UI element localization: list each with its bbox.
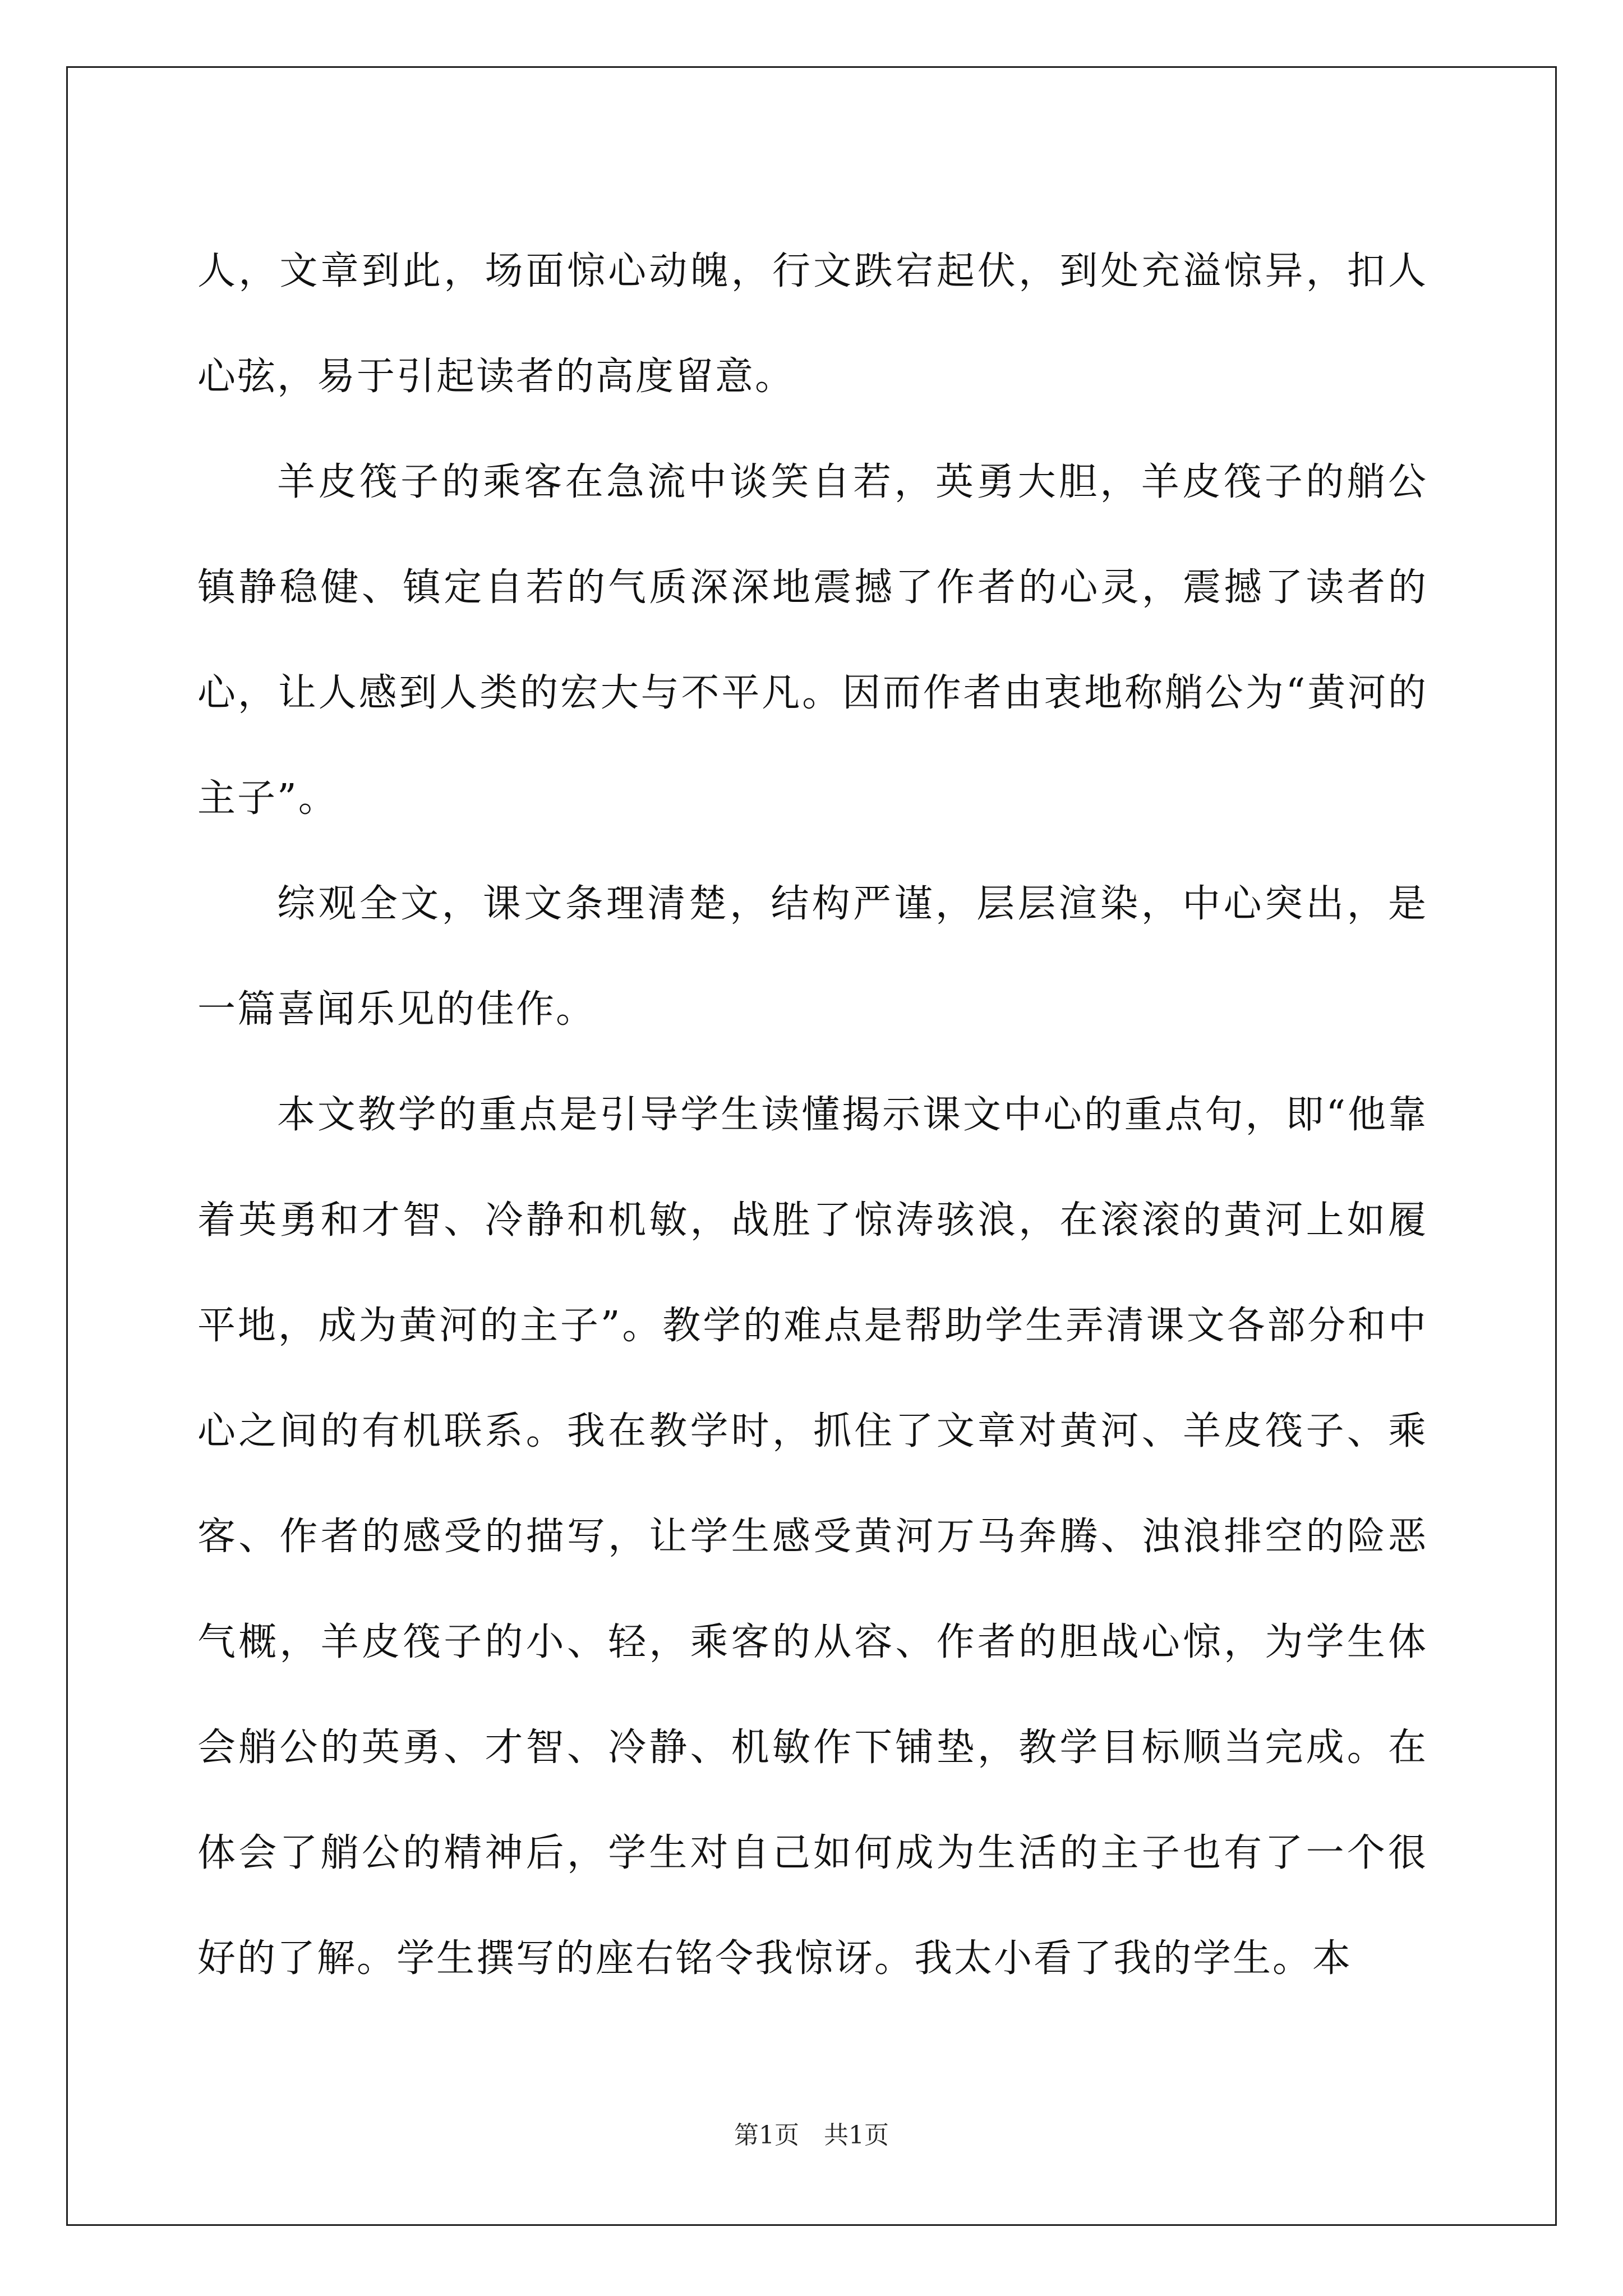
- paragraph-2: 羊皮筏子的乘客在急流中谈笑自若，英勇大胆，羊皮筏子的艄公镇静稳健、镇定自若的气质深深地震撼了作者的心灵，震撼了读者的心，让人感到人类的宏大与不平凡。因而作者由衷地称艄公为“黄河的主子”。: [197, 460, 1428, 821]
- paragraph-3: 综观全文，课文条理清楚，结构严谨，层层渲染，中心突出，是一篇喜闻乐见的佳作。: [197, 882, 1428, 1032]
- page-footer: 第1页 共1页: [734, 2121, 889, 2150]
- paragraph-4: 本文教学的重点是引导学生读懂揭示课文中心的重点句，即“他靠着英勇和才智、冷静和机敏，战胜了惊涛骇浪，在滚滚的黄河上如履平地，成为黄河的主子”。教学的难点是帮助学生弄清课文各部分和中心之间的有机联系。我在教学时，抓住了文章对黄河、羊皮筏子、乘客、作者的感受的描写，让学生感受黄河万马奔腾、浊浪排空的险恶气概，羊皮筏子的小、轻，乘客的从容、作者的胆战心惊，为学生体会艄公的英勇、才智、冷静、机敏作下铺垫，教学目标顺当完成。在体会了艄公的精神后，学生对自己如何成为生活的主子也有了一个很好的了解。学生撰写的座右铭令我惊讶。我太小看了我的学生。本: [197, 1093, 1428, 1981]
- document-body: [197, 219, 1428, 2012]
- paragraph-1: 人，文章到此，场面惊心动魄，行文跌宕起伏，到处充溢惊异，扣人心弦，易于引起读者的高度留意。: [197, 249, 1428, 399]
